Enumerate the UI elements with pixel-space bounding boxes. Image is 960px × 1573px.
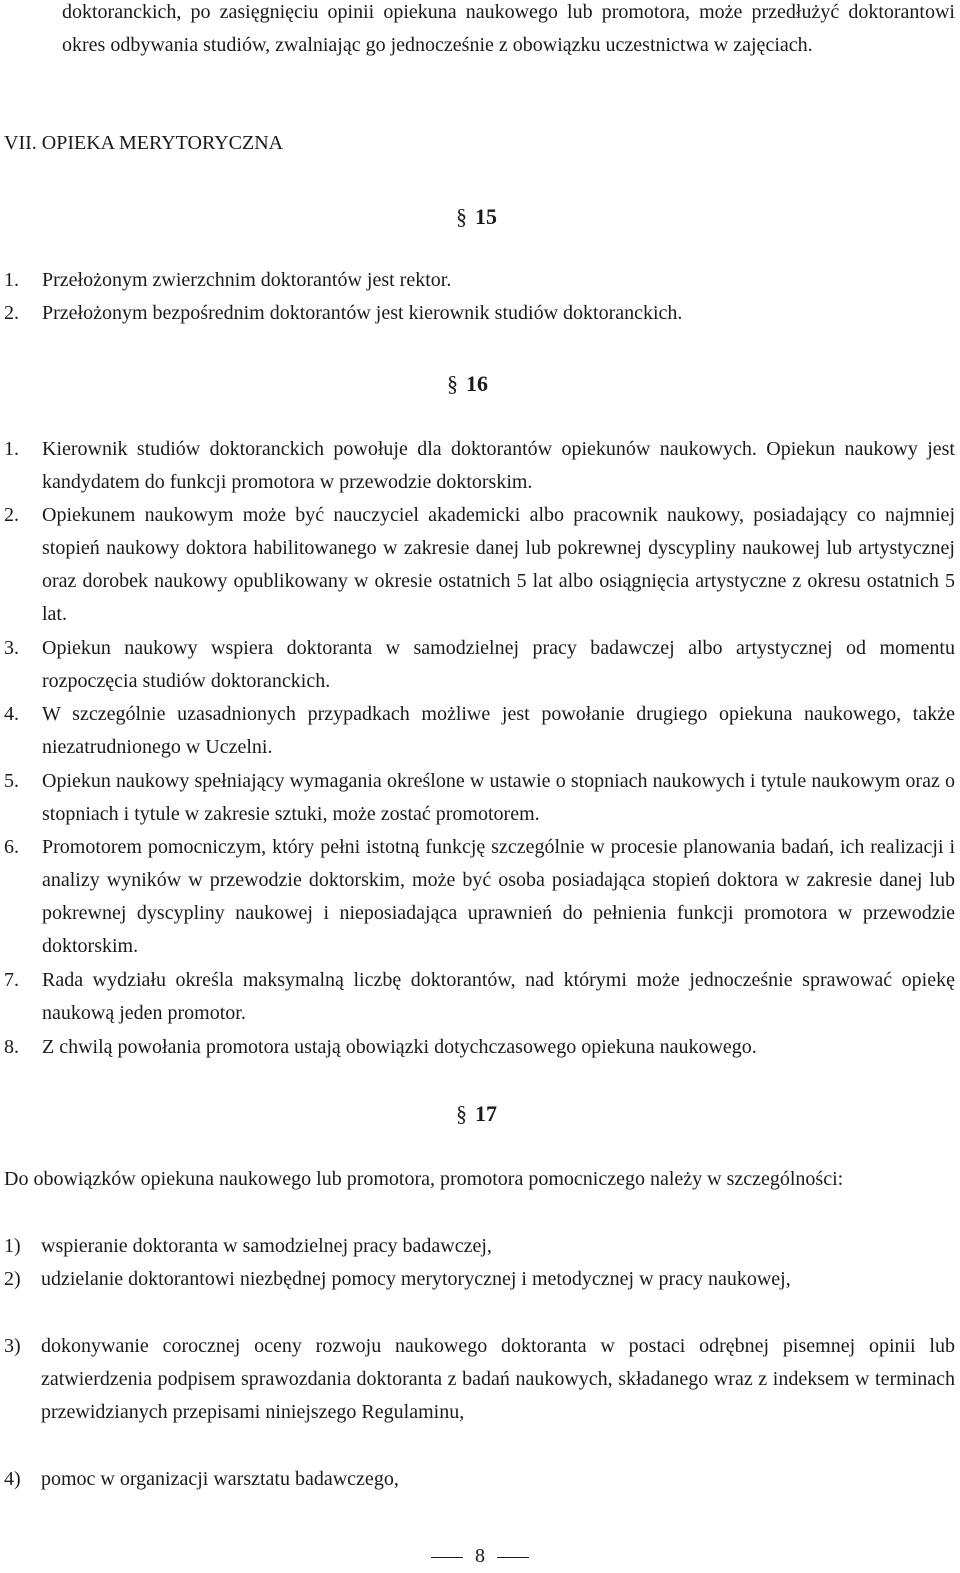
item-text: dokonywanie corocznej oceny rozwoju naukowego doktoranta w postaci odrębnej pisemnej opinii lub zatwierdzenia podpisem sprawozdania doktoranta z badań naukowych, składanego wraz z indeksem w terminach przewidzianych przepisami niniejszego Regulaminu, — [41, 1335, 955, 1423]
section-sign: § — [447, 371, 458, 396]
item-number: 2) — [4, 1268, 21, 1290]
paragraph-number: 15 — [475, 204, 497, 229]
list-item — [4, 632, 955, 698]
item-text: Z chwilą powołania promotora ustają obowiązki dotychczasowego opiekuna naukowego. — [42, 1036, 757, 1058]
list-item — [4, 1230, 955, 1263]
footer-dash-right — [497, 1557, 529, 1558]
list-item — [4, 964, 955, 1030]
section-sign: § — [456, 204, 467, 229]
item-number: 6. — [4, 836, 19, 858]
item-text: Opiekun naukowy wspiera doktoranta w samodzielnej pracy badawczej albo artystycznej od momentu rozpoczęcia studiów doktoranckich. — [42, 637, 955, 692]
paragraph-heading-16 — [447, 367, 488, 400]
item-text: Kierownik studiów doktoranckich powołuje dla doktorantów opiekunów naukowych. Opiekun naukowy jest kandydatem do funkcji promotora w przewodzie doktorskim. — [42, 438, 955, 493]
list-item — [4, 698, 955, 764]
item-number: 4) — [4, 1468, 21, 1490]
item-number: 1) — [4, 1235, 21, 1257]
paragraph-heading-15 — [456, 200, 497, 233]
item-number: 1. — [4, 269, 19, 291]
item-text: udzielanie doktorantowi niezbędnej pomocy merytorycznej i metodycznej w pracy naukowej, — [41, 1268, 791, 1290]
list-item — [4, 1263, 955, 1296]
list-item — [4, 1031, 955, 1064]
item-text: Opiekunem naukowym może być nauczyciel akademicki albo pracownik naukowy, posiadający co najmniej stopień naukowy doktora habilitowanego w zakresie danej lub pokrewnej dyscypliny naukowej lub artystycznej oraz dorobek naukowy opublikowany w okresie ostatnich 5 lat albo osiągnięcia artystyczne z okresu ostatnich 5 lat. — [42, 504, 955, 625]
item-number: 7. — [4, 969, 19, 991]
item-text: pomoc w organizacji warsztatu badawczego, — [41, 1468, 399, 1490]
section-sign: § — [456, 1101, 467, 1126]
item-number: 3. — [4, 637, 19, 659]
page-number: 8 — [475, 1545, 485, 1567]
item-number: 1. — [4, 438, 19, 460]
item-text: Rada wydziału określa maksymalną liczbę doktorantów, nad którymi może jednocześnie sprawować opiekę naukową jeden promotor. — [42, 969, 955, 1024]
list-item — [4, 499, 955, 631]
list-item — [4, 765, 955, 831]
page-footer — [0, 1540, 960, 1573]
item-text: Przełożonym zwierzchnim doktorantów jest rektor. — [42, 269, 452, 291]
duties-intro: Do obowiązków opiekuna naukowego lub promotora, promotora pomocniczego należy w szczególności: — [4, 1168, 844, 1190]
list-item — [4, 1463, 955, 1496]
item-text: W szczególnie uzasadnionych przypadkach możliwe jest powołanie drugiego opiekuna naukowego, także niezatrudnionego w Uczelni. — [42, 703, 955, 758]
intro-paragraph: doktoranckich, po zasięgnięciu opinii opiekuna naukowego lub promotora, może przedłużyć doktorantowi okres odbywania studiów, zwalniając go jednocześnie z obowiązku uczestnictwa w zajęciach. — [62, 1, 955, 56]
paragraph-number: 16 — [466, 371, 488, 396]
item-number: 8. — [4, 1036, 19, 1058]
item-text: wspieranie doktoranta w samodzielnej pracy badawczej, — [41, 1235, 492, 1257]
list-item — [4, 264, 955, 297]
paragraph-heading-17 — [456, 1097, 497, 1130]
list-item — [4, 1330, 955, 1429]
paragraph-number: 17 — [475, 1101, 497, 1126]
item-number: 4. — [4, 703, 19, 725]
item-number: 5. — [4, 770, 19, 792]
item-text: Promotorem pomocniczym, który pełni istotną funkcję szczególnie w procesie planowania badań, ich realizacji i analizy wyników w przewodzie doktorskim, może być osoba posiadająca stopień doktora w zakresie danej lub pokrewnej dyscypliny naukowej i nieposiadająca uprawnień do pełnienia funkcji promotora w przewodzie doktorskim. — [42, 836, 955, 957]
item-text: Przełożonym bezpośrednim doktorantów jest kierownik studiów doktoranckich. — [42, 302, 683, 324]
list-item — [4, 297, 955, 330]
footer-dash-left — [431, 1557, 463, 1558]
list-item — [4, 433, 955, 499]
item-number: 2. — [4, 302, 19, 324]
item-number: 2. — [4, 504, 19, 526]
section-title: VII. OPIEKA MERYTORYCZNA — [4, 132, 284, 154]
item-number: 3) — [4, 1335, 21, 1357]
item-text: Opiekun naukowy spełniający wymagania określone w ustawie o stopniach naukowych i tytule naukowym oraz o stopniach i tytule w zakresie sztuki, może zostać promotorem. — [42, 770, 955, 825]
list-item — [4, 831, 955, 963]
